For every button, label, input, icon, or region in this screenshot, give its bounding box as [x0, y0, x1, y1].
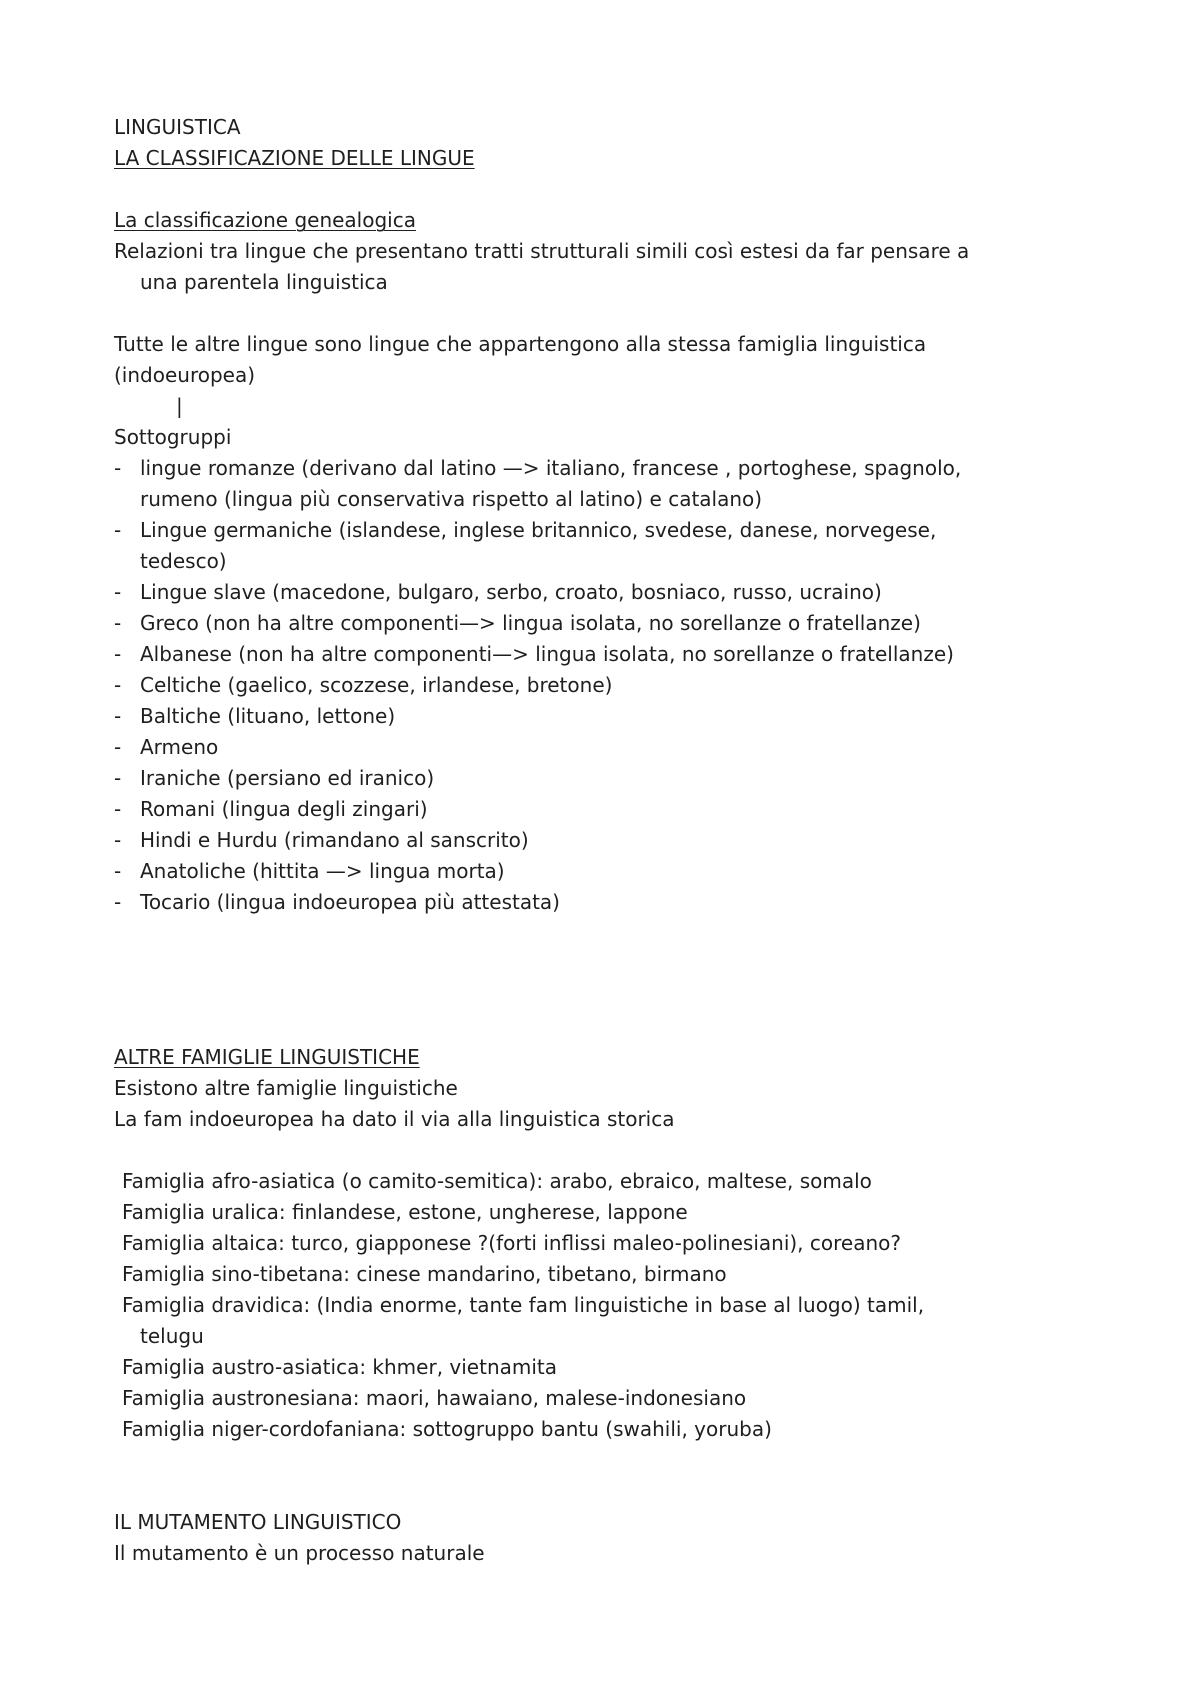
list-item: [114, 856, 1094, 887]
dash-bullet: -: [114, 859, 122, 883]
list-item-text: Albanese (non ha altre componenti—> lingua isolata, no sorellanze o fratellanze): [140, 642, 954, 666]
family-item: Famiglia afro-asiatica (o camito-semitica): arabo, ebraico, maltese, somalo: [122, 1169, 872, 1193]
list-item-text: Romani (lingua degli zingari): [140, 797, 428, 821]
list-item-text: Baltiche (lituano, lettone): [140, 704, 396, 728]
subgroups-list: [114, 453, 1094, 918]
list-item: [114, 608, 1094, 639]
section-heading-altre-famiglie: ALTRE FAMIGLIE LINGUISTICHE: [114, 1045, 420, 1069]
dash-bullet: -: [114, 890, 122, 914]
list-item-text-continued: rumeno (lingua più conservativa rispetto al latino) e catalano): [140, 487, 763, 511]
family-item: Famiglia altaica: turco, giapponese ?(forti inflissi maleo-polinesiani), coreano?: [122, 1231, 901, 1255]
spacer: [114, 1445, 1094, 1476]
families-list: [114, 1166, 1094, 1445]
family-item: Famiglia uralica: finlandese, estone, ungherese, lappone: [122, 1200, 688, 1224]
list-item-text: Greco (non ha altre componenti—> lingua isolata, no sorellanze o fratellanze): [140, 611, 921, 635]
list-item: [114, 887, 1094, 918]
section-heading-genealogica: La classificazione genealogica: [114, 208, 416, 232]
list-item-text: Tocario (lingua indoeuropea più attestata): [140, 890, 560, 914]
pipe-connector: |: [176, 394, 183, 418]
list-item: [114, 732, 1094, 763]
spacer: [114, 1011, 1094, 1042]
list-item: [114, 701, 1094, 732]
paragraph-line: Il mutamento è un processo naturale: [114, 1541, 485, 1565]
dash-bullet: -: [114, 456, 122, 480]
dash-bullet: -: [114, 518, 122, 542]
list-item-text: Lingue slave (macedone, bulgaro, serbo, croato, bosniaco, russo, ucraino): [140, 580, 882, 604]
list-item: [114, 670, 1094, 701]
paragraph-line-continued: una parentela linguistica: [140, 270, 388, 294]
family-item: Famiglia dravidica: (India enorme, tante fam linguistiche in base al luogo) tamil,: [122, 1293, 925, 1317]
family-item-continued: telugu: [140, 1324, 204, 1348]
list-item: [114, 825, 1094, 856]
spacer: [114, 1476, 1094, 1507]
dash-bullet: -: [114, 704, 122, 728]
spacer: [114, 949, 1094, 980]
spacer: [114, 298, 1094, 329]
list-item: [114, 794, 1094, 825]
list-item: [114, 577, 1094, 608]
list-item-text: Iraniche (persiano ed iranico): [140, 766, 435, 790]
list-item-text: Celtiche (gaelico, scozzese, irlandese, bretone): [140, 673, 613, 697]
list-item-text-continued: tedesco): [140, 549, 227, 573]
spacer: [114, 174, 1094, 205]
list-item-text: Anatoliche (hittita —> lingua morta): [140, 859, 505, 883]
list-item-text: Hindi e Hurdu (rimandano al sanscrito): [140, 828, 529, 852]
dash-bullet: -: [114, 673, 122, 697]
document-title: LINGUISTICA: [114, 115, 241, 139]
family-item: Famiglia niger-cordofaniana: sottogruppo bantu (swahili, yoruba): [122, 1417, 772, 1441]
paragraph-line: Relazioni tra lingue che presentano tratti strutturali simili così estesi da far pensare a: [114, 239, 970, 263]
document-subtitle: LA CLASSIFICAZIONE DELLE LINGUE: [114, 146, 475, 170]
paragraph-line: Esistono altre famiglie linguistiche: [114, 1076, 458, 1100]
document-page: [114, 112, 1094, 1569]
subgroups-label: Sottogruppi: [114, 425, 232, 449]
list-item: [114, 639, 1094, 670]
intro-line: Tutte le altre lingue sono lingue che appartengono alla stessa famiglia linguistica: [114, 332, 927, 356]
list-item: [114, 515, 1094, 577]
family-item: Famiglia austronesiana: maori, hawaiano, malese-indonesiano: [122, 1386, 747, 1410]
list-item: [114, 763, 1094, 794]
dash-bullet: -: [114, 642, 122, 666]
list-item-text: Lingue germaniche (islandese, inglese britannico, svedese, danese, norvegese,: [140, 518, 937, 542]
section-heading-mutamento: IL MUTAMENTO LINGUISTICO: [114, 1510, 402, 1534]
dash-bullet: -: [114, 828, 122, 852]
spacer: [114, 918, 1094, 949]
spacer: [114, 1135, 1094, 1166]
intro-line: (indoeuropea): [114, 363, 256, 387]
dash-bullet: -: [114, 611, 122, 635]
dash-bullet: -: [114, 797, 122, 821]
list-item: [114, 453, 1094, 515]
family-item: Famiglia sino-tibetana: cinese mandarino, tibetano, birmano: [122, 1262, 727, 1286]
dash-bullet: -: [114, 766, 122, 790]
family-item: Famiglia austro-asiatica: khmer, vietnamita: [122, 1355, 558, 1379]
paragraph-line: La fam indoeuropea ha dato il via alla linguistica storica: [114, 1107, 675, 1131]
list-item-text: Armeno: [140, 735, 219, 759]
dash-bullet: -: [114, 580, 122, 604]
dash-bullet: -: [114, 735, 122, 759]
spacer: [114, 980, 1094, 1011]
list-item-text: lingue romanze (derivano dal latino —> italiano, francese , portoghese, spagnolo,: [140, 456, 962, 480]
